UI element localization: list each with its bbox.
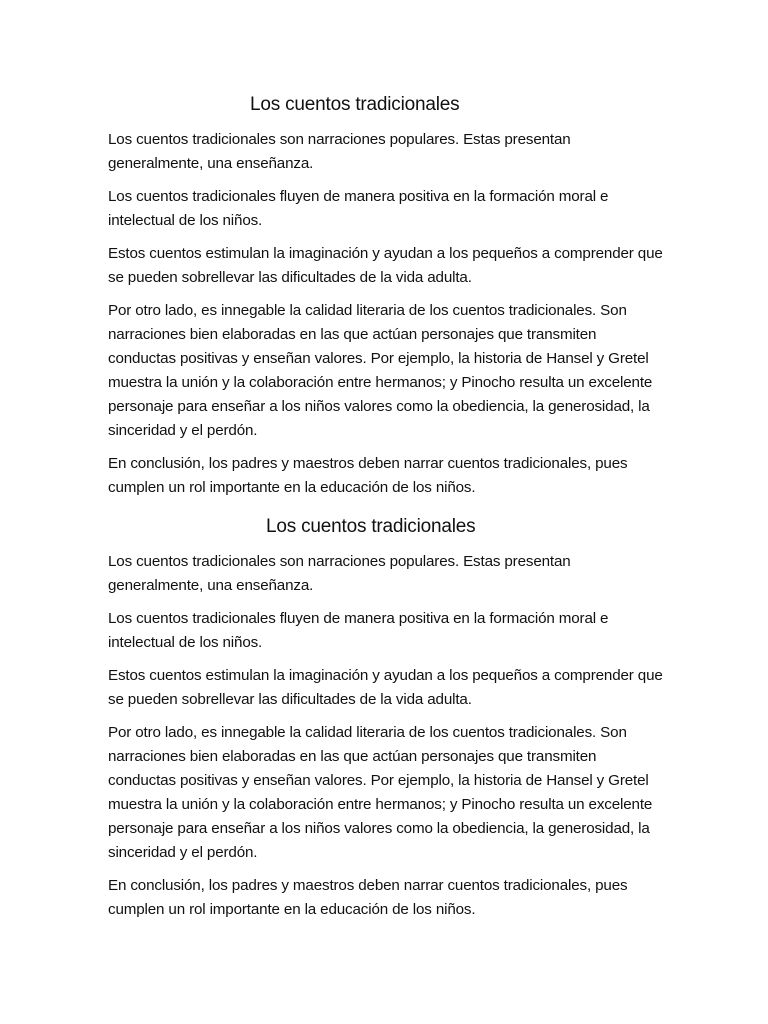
- paragraph: En conclusión, los padres y maestros deben narrar cuentos tradicionales, pues cumplen un rol importante en la educación de los niños.: [108, 455, 628, 496]
- section-title: Los cuentos tradicionales: [266, 516, 476, 537]
- paragraph: Los cuentos tradicionales fluyen de manera positiva en la formación moral e intelectual de los niños.: [108, 610, 609, 651]
- document-section: [108, 514, 668, 931]
- paragraph: Estos cuentos estimulan la imaginación y ayudan a los pequeños a comprender que se pueden sobrellevar las dificultades de la vida adulta.: [108, 245, 663, 286]
- paragraph: Los cuentos tradicionales fluyen de manera positiva en la formación moral e intelectual de los niños.: [108, 188, 609, 229]
- document-section: [108, 92, 668, 509]
- paragraph: Estos cuentos estimulan la imaginación y ayudan a los pequeños a comprender que se pueden sobrellevar las dificultades de la vida adulta.: [108, 667, 663, 708]
- paragraph: Los cuentos tradicionales son narraciones populares. Estas presentan generalmente, una enseñanza.: [108, 131, 571, 172]
- section-title: Los cuentos tradicionales: [250, 94, 460, 115]
- paragraph: En conclusión, los padres y maestros deben narrar cuentos tradicionales, pues cumplen un rol importante en la educación de los niños.: [108, 877, 628, 918]
- paragraph: Por otro lado, es innegable la calidad literaria de los cuentos tradicionales. Son narraciones bien elaboradas en las que actúan personajes que transmiten conductas positivas y enseñan valores. Por ejemplo, la historia de Hansel y Gretel muestra la unión y la colaboración entre hermanos; y Pinocho resulta un excelente personaje para enseñar a los niños valores como la obediencia, la generosidad, la sinceridad y el perdón.: [108, 724, 653, 861]
- paragraph: Por otro lado, es innegable la calidad literaria de los cuentos tradicionales. Son narraciones bien elaboradas en las que actúan personajes que transmiten conductas positivas y enseñan valores. Por ejemplo, la historia de Hansel y Gretel muestra la unión y la colaboración entre hermanos; y Pinocho resulta un excelente personaje para enseñar a los niños valores como la obediencia, la generosidad, la sinceridad y el perdón.: [108, 302, 653, 439]
- paragraph: Los cuentos tradicionales son narraciones populares. Estas presentan generalmente, una enseñanza.: [108, 553, 571, 594]
